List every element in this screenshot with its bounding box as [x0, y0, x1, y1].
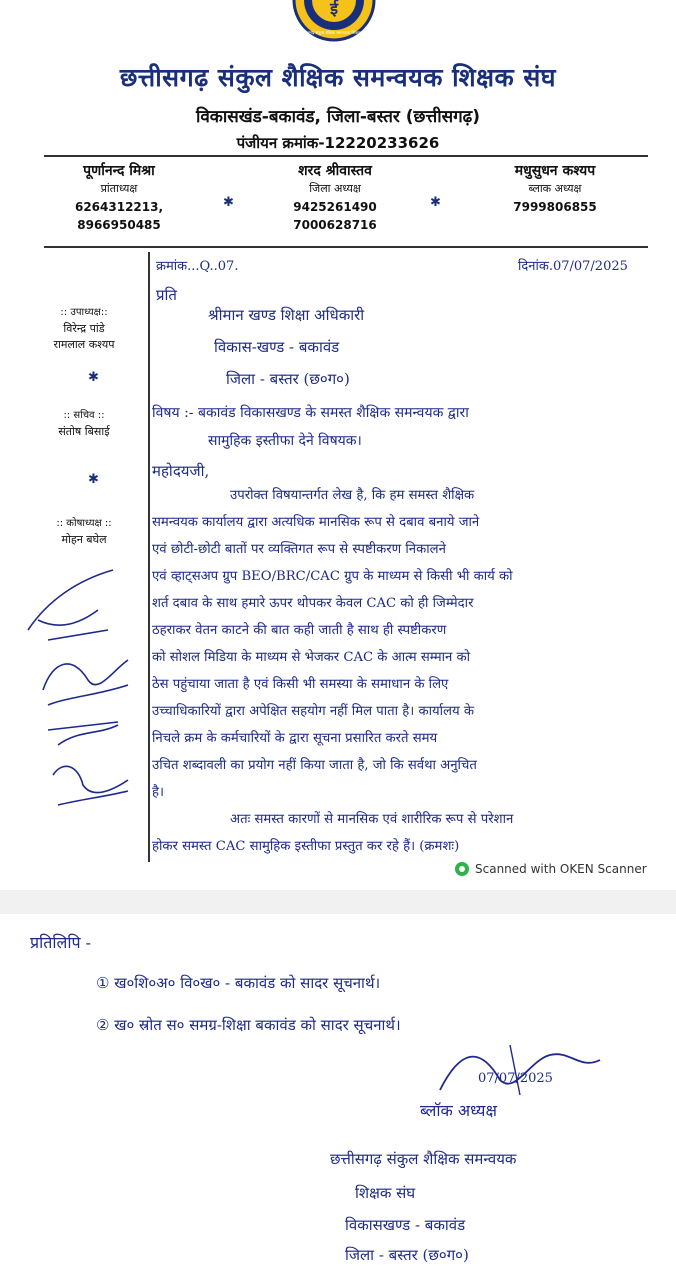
signature-line-3: शिक्षक संघ — [355, 1184, 416, 1202]
officers-divider — [44, 246, 648, 248]
registration-number: पंजीयन क्रमांक-12220233626 — [236, 134, 440, 152]
salutation: महोदयजी, — [152, 462, 210, 480]
officer-state-president: पूर्णानन्द मिश्रा प्रांताध्यक्ष 6264312213, 8966950485 — [74, 163, 164, 232]
svg-text:छत्तीसगढ़ संकुल शैक्षिक समन्वय: छत्तीसगढ़ संकुल शैक्षिक समन्वयक शिक्षक संघ — [300, 30, 368, 35]
to-label: प्रति — [156, 286, 177, 304]
to-line-2: विकास-खण्ड - बकावंड — [214, 338, 340, 356]
subject-line-1: विषय :- बकावंड विकासखण्ड के समस्त शैक्षिक समन्वयक द्वारा — [152, 405, 469, 421]
page-gap — [0, 890, 676, 914]
signature-line-2: छत्तीसगढ़ संकुल शैक्षिक समन्वयक — [330, 1150, 517, 1168]
signature-line-1: ब्लॉक अध्यक्ष — [420, 1101, 497, 1120]
sidebar-treasurer: :: कोषाध्यक्ष :: मोहन बघेल — [56, 518, 112, 546]
officer-district-president: शरद श्रीवास्तव जिला अध्यक्ष 9425261490 7000628716 — [293, 163, 377, 232]
star-icon: ✱ — [430, 195, 441, 210]
letter-ref-number: क्रमांक...Q..07. — [156, 259, 239, 274]
header-divider — [44, 155, 648, 157]
star-icon: ✱ — [88, 472, 99, 487]
copy-item-1: ① ख०शि०अ० वि०ख० - बकावंड को सादर सूचनार्थ। — [96, 974, 381, 992]
letter-body: उपरोक्त विषयान्तर्गत लेख है, कि हम समस्त शैक्षिक समन्वयक कार्यालय द्वारा अत्यधिक मानसिक रूप से दबाव बनाये जाने एवं छोटी-छोटी बातों पर व्यक्तिगत रूप से स्पष्टीकरण निकालने एवं व्हाट्सअप ग्रुप BEO/BRC/CAC ग्रुप के माध्यम से किसी भी कार्य को शर्त दबाव के साथ हमारे ऊपर थोपकर केवल CAC को ही जिम्मेदार ठहराकर वेतन काटने की बात कही जाती है साथ ही स्पष्टीकरण को सोशल मिडिया के माध्यम से भेजकर CAC के आत्म सम्मान को ठेस पहुंचाया जाता है एवं किसी भी समस्या के समाधान के लिए उच्चाधिकारियों द्वारा अपेक्षित सहयोग नहीं मिल पाता है। कार्यालय के निचले क्रम के कर्मचारियों के द्वारा सूचना प्रसारित करते समय उचित शब्दावली का प्रयोग नहीं किया जाता है, जो कि सर्वथा अनुचित है। अतः समस्त कारणों से मानसिक एवं शारीरिक रूप से परेशान होकर समस्त CAC सामुहिक इस्तीफा प्रस्तुत कर रहे हैं। (क्रमशः) — [152, 488, 514, 854]
svg-text:ई: ई — [330, 0, 338, 18]
letter-date: दिनांक.07/07/2025 — [518, 259, 628, 274]
officer-block-president: मधुसुधन कश्यप ब्लाक अध्यक्ष 7999806855 — [513, 163, 597, 214]
star-icon: ✱ — [88, 370, 99, 385]
margin-signatures — [18, 560, 148, 830]
signature-line-4: विकासखण्ड - बकावंड — [345, 1216, 466, 1234]
org-title: छत्तीसगढ़ संकुल शैक्षिक समन्वयक शिक्षक संघ — [119, 63, 557, 92]
org-subtitle: विकासखंड-बकावंड, जिला-बस्तर (छत्तीसगढ़) — [195, 107, 481, 127]
scanner-logo-icon — [455, 862, 469, 876]
signature-line-5: जिला - बस्तर (छ०ग०) — [345, 1246, 469, 1264]
scanner-watermark: Scanned with OKEN Scanner — [455, 862, 647, 876]
sidebar-divider — [148, 252, 150, 862]
association-logo-icon — [286, 0, 382, 58]
subject-line-2: सामुहिक इस्तीफा देने विषयक। — [208, 433, 362, 449]
signature-date: 07/07/2025 — [478, 1071, 553, 1086]
sidebar-secretary: :: सचिव :: संतोष बिसाई — [58, 410, 110, 438]
copy-label: प्रतिलिपि - — [30, 933, 92, 952]
sidebar-vice-presidents: :: उपाध्यक्ष:: विरेन्द्र पांडे रामलाल कश्यप — [53, 307, 115, 351]
copy-item-2: ② ख० स्रोत स० समग्र-शिक्षा बकावंड को सादर सूचनार्थ। — [96, 1016, 401, 1034]
to-line-1: श्रीमान खण्ड शिक्षा अधिकारी — [208, 306, 365, 324]
star-icon: ✱ — [223, 195, 234, 210]
to-line-3: जिला - बस्तर (छ०ग०) — [226, 370, 350, 388]
